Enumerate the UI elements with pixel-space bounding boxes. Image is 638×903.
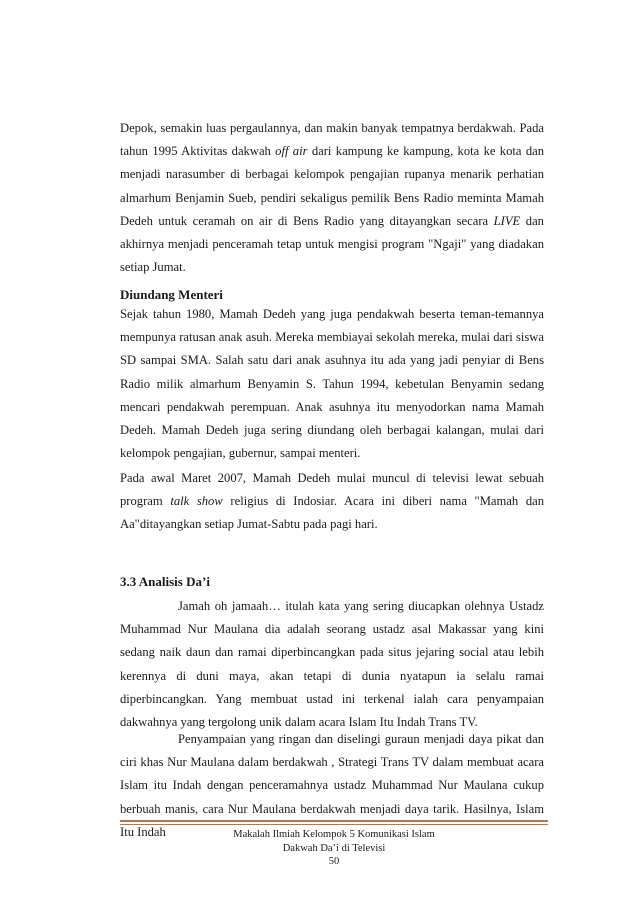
footer-rule-thin	[120, 824, 548, 825]
p1-text-c: dan akhirnya menjadi penceramah tetap untuk mengisi program "Ngaji" yang diadakan setiap Jumat.	[120, 213, 544, 275]
p1-line-1: Depok, semakin luas pergaulannya, dan makin banyak tempatnya berdakwah.	[120, 121, 516, 135]
p3-italic-talk-show: talk show	[170, 494, 223, 509]
paragraph-maret-2007	[120, 467, 544, 537]
paragraph-depok	[120, 117, 544, 279]
p1-italic-off-air: off air	[275, 144, 308, 159]
heading-analisis-dai: 3.3 Analisis Da’i	[120, 574, 210, 589]
footer-course-title: Makalah Ilmiah Kelompok 5 Komunikasi Islam	[233, 829, 435, 840]
p3-text-a: Pada awal Maret 2007, Mamah Dedeh mulai muncul di televisi lewat sebuah program	[120, 471, 544, 509]
p1-text-a: Pada tahun 1995 Aktivitas dakwah	[120, 121, 544, 159]
paragraph-penyampaian: Penyampaian yang ringan dan diselingi guraun menjadi daya pikat dan ciri khas Nur Maulana dalam berdakwah , Strategi Trans TV dalam membuat acara Islam itu Indah dengan penceramahnya ustadz Muhammad Nur Maulana cukup berbuah manis, cara Nur Maulana berdakwah menjadi daya tarik. Hasilnya, Islam Itu Indah	[120, 732, 544, 839]
p1-italic-live: LIVE	[493, 213, 521, 228]
paragraph-sejak-1980: Sejak tahun 1980, Mamah Dedeh yang juga pendakwah beserta teman-temannya mempunya ratusan anak asuh. Mereka membiayai sekolah mereka, mulai dari siswa SD sampai SMA. Salah satu dari anak asuhnya itu ada yang jadi penyiar di Bens Radio milik almarhum Benyamin S. Tahun 1994, kebetulan Benyamin sedang mencari pendakwah perempuan. Anak asuhnya itu menyodorkan nama Mamah Dedeh. Mamah Dedeh juga sering diundang oleh berbagai kalangan, mulai dari kelompok pengajian, gubernur, sampai menteri.	[120, 307, 544, 461]
footer-paper-title: Dakwah Da’i di Televisi	[282, 842, 386, 854]
p3-text-c: religius di Indosiar. Acara ini diberi nama "Mamah dan Aa"ditayangkan setiap Jumat-Sabtu pada pagi hari.	[120, 494, 545, 532]
paragraph-jamaah: Jamah oh jamaah… itulah kata yang sering diucapkan olehnya Ustadz Muhammad Nur Maulana dia adalah seorang ustadz asal Makassar yang kini sedang naik daun dan ramai diperbincangkan pada situs jejaring social atau lebih kerennya di duni maya, akan tetapi di dunia nyatapun ia selalu ramai diperbincangkan. Yang membuat ustad ini terkenal ialah cara penyampaian dakwahnya yang tergolong unik dalam acara Islam Itu Indah Trans TV.	[120, 599, 544, 730]
page-footer	[120, 828, 548, 869]
page-number: 50	[328, 856, 340, 867]
footer-rule-thick	[120, 820, 548, 822]
heading-diundang-menteri: Diundang Menteri	[120, 287, 223, 302]
p1-text-b: dari kampung ke kampung, kota ke kota dan menjadi narasumber di berbagai kelompok pengajian rupanya menarik perhatian almarhum Benjamin Sueb, pendiri sekaligus pemilik Bens Radio meminta Mamah Dedeh untuk ceramah on air di Bens Radio yang ditayangkan secara	[120, 144, 545, 228]
